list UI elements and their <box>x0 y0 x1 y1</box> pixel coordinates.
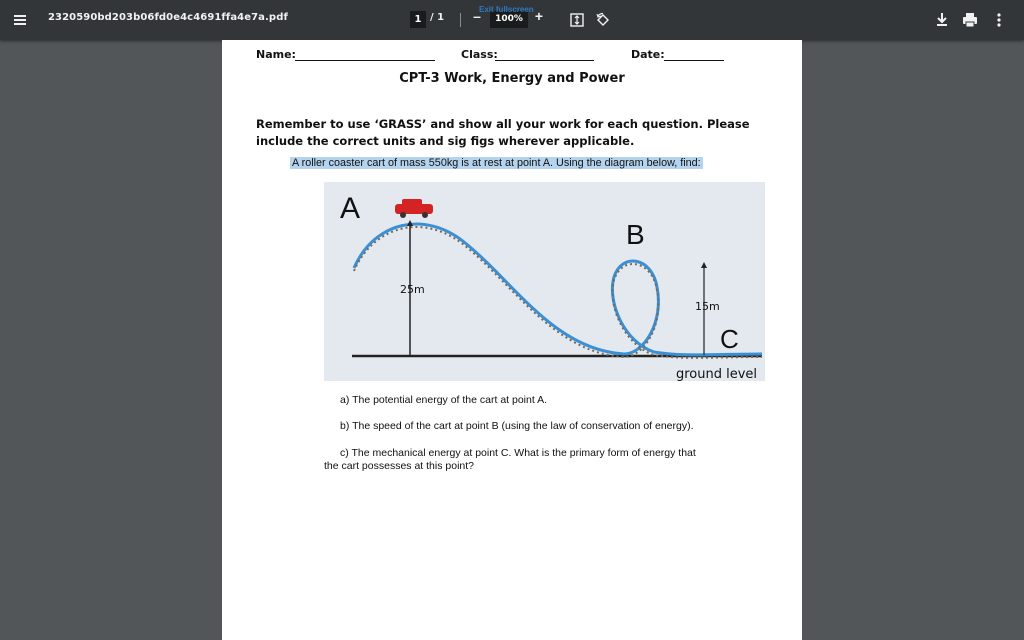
name-blank <box>295 60 435 61</box>
fullscreen-hint: Exit fullscreen <box>479 5 534 14</box>
zoom-in-button[interactable]: + <box>534 8 544 24</box>
menu-icon[interactable] <box>12 11 30 29</box>
label-point-c: C <box>720 324 739 354</box>
diagram-background <box>324 182 765 381</box>
pdf-toolbar <box>0 0 1024 40</box>
label-point-b: B <box>626 219 645 250</box>
instructions: Remember to use ‘GRASS’ and show all your work for each question. Please include the correct units and sig figs wherever applicable. <box>256 117 750 148</box>
zoom-out-button[interactable]: – <box>473 8 481 24</box>
ground-level-label: ground level <box>676 367 758 381</box>
page-number-input[interactable]: 1 <box>410 11 426 28</box>
class-label: Class: <box>461 48 498 61</box>
file-name: 2320590bd203b06fd0e4c4691ffa4e7a.pdf <box>48 12 288 23</box>
fit-page-icon[interactable] <box>570 13 584 27</box>
problem-prompt: A roller coaster cart of mass 550kg is at rest at point A. Using the diagram below, find: <box>292 157 701 169</box>
label-point-a: A <box>340 192 361 225</box>
print-icon[interactable] <box>962 12 978 28</box>
question-a: a) The potential energy of the cart at point A. <box>340 394 548 406</box>
question-c-line1: c) The mechanical energy at point C. What is the primary form of energy that <box>340 447 696 459</box>
more-options-icon[interactable] <box>996 12 1002 28</box>
page-total: / 1 <box>430 12 445 23</box>
date-label: Date: <box>631 48 665 61</box>
class-blank <box>495 60 594 61</box>
roller-coaster-diagram <box>324 182 765 381</box>
worksheet-title: CPT-3 Work, Energy and Power <box>399 71 625 86</box>
zoom-level-input[interactable]: 100% <box>490 11 528 28</box>
download-icon[interactable] <box>935 12 949 28</box>
pdf-page <box>222 40 802 640</box>
height-c-label: 15m <box>695 300 720 313</box>
question-b: b) The speed of the cart at point B (using the law of conservation of energy). <box>340 420 694 432</box>
rotate-icon[interactable] <box>595 12 611 28</box>
toolbar-divider <box>460 13 461 27</box>
question-c-line2: the cart possesses at this point? <box>324 460 474 472</box>
name-label: Name: <box>256 48 296 61</box>
height-a-label: 25m <box>400 283 425 296</box>
date-blank <box>664 60 724 61</box>
